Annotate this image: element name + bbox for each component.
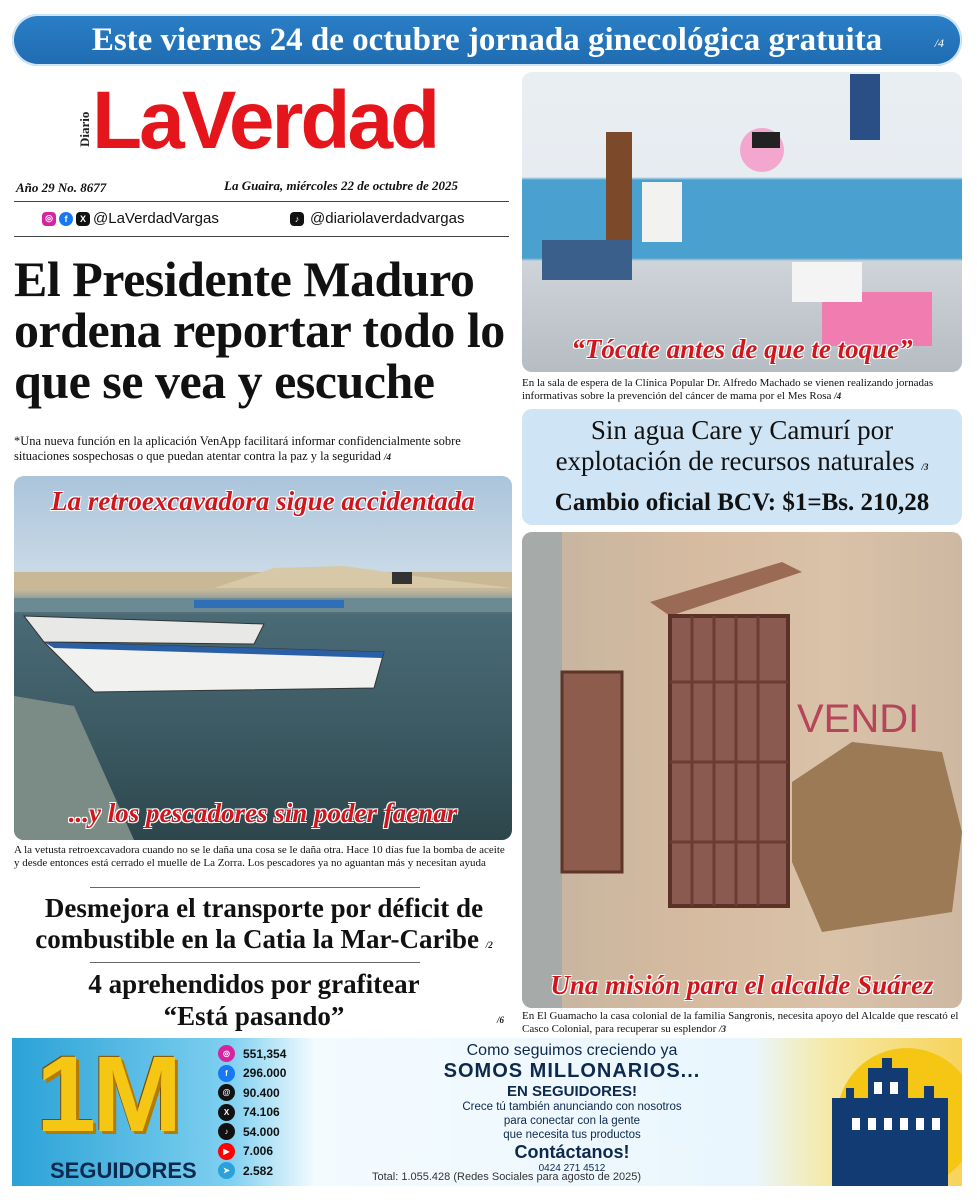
ad-line2: SOMOS MILLONARIOS...	[443, 1060, 701, 1082]
ad-stat-row	[218, 1122, 328, 1142]
ad-stat-value: 7.006	[243, 1144, 274, 1159]
ad-1m: 1M	[36, 1038, 179, 1154]
water-page-ref: /3	[921, 462, 929, 472]
ad-line4c: que necesita tus productos	[503, 1129, 641, 1141]
facebook-icon: f	[59, 212, 73, 226]
transport-divider-bottom	[90, 962, 420, 963]
boats-title-bottom: ...y los pescadores sin poder faenar	[68, 798, 458, 828]
instagram-icon: ◎	[218, 1045, 235, 1062]
arrests-headline[interactable]	[14, 968, 494, 1032]
tiktok-icon: ♪	[290, 212, 304, 226]
boats-photo[interactable]	[14, 476, 512, 840]
clinic-caption-text: En la sala de espera de la Clínica Popular Dr. Alfredo Machado se vienen realizando jornadas informativas sobre la prevención del cáncer de mama por el Mes Rosa	[522, 377, 934, 402]
telegram-icon: ➤	[218, 1162, 235, 1179]
ad-text	[342, 1042, 802, 1174]
facebook-icon: f	[218, 1065, 235, 1082]
water-headline-line1: Sin agua Care y Camurí por	[590, 415, 894, 445]
ad-stat-row	[218, 1161, 328, 1181]
clinic-page-ref: /4	[834, 391, 842, 401]
colonial-caption-text: En El Guamacho la casa colonial de la familia Sangronis, necesita apoyo del Alcalde que rescató el Casco Colonial, para recuperar su esplendor	[522, 1010, 959, 1035]
boats-caption: A la vetusta retroexcavadora cuando no se le daña una cosa se le daña otra. Hace 10 días fue la bomba de aceite y desde entonces está cerrado el muelle de La Zorra. Los pescadores ya no aguantan más y necesitan ayuda	[14, 844, 505, 869]
ad-stats-list	[218, 1044, 328, 1181]
arrests-line1: 4 aprehendidos por grafitear	[88, 969, 420, 999]
ad-seguidores: SEGUIDORES	[50, 1158, 197, 1183]
ad-stat-row	[218, 1064, 328, 1084]
ad-stat-value: 74.106	[243, 1105, 280, 1120]
ad-total: Total: 1.055.428 (Redes Sociales para agosto de 2025)	[372, 1171, 642, 1183]
dateline: La Guaira, miércoles 22 de octubre de 2025	[224, 178, 458, 193]
ad-stat-row	[218, 1044, 328, 1064]
water-headline-line2-text: explotación de recursos naturales	[555, 446, 915, 476]
water-news-box[interactable]	[522, 409, 962, 525]
transport-headline[interactable]	[14, 893, 514, 961]
x-icon: X	[76, 212, 90, 226]
youtube-icon: ▶	[218, 1143, 235, 1160]
ad-line4	[342, 1100, 802, 1142]
colonial-title: Una misión para el alcalde Suárez	[550, 970, 934, 1000]
transport-headline-text: Desmejora el transporte por déficit de combustible en la Catia la Mar-Caribe	[35, 893, 484, 954]
ad-stat-value: 296.000	[243, 1066, 287, 1081]
colonial-page-ref: /3	[719, 1024, 727, 1034]
issue-number: Año 29 No. 8677	[16, 180, 107, 195]
ad-contact[interactable]: Contáctanos!	[514, 1142, 630, 1162]
threads-icon: @	[218, 1084, 235, 1101]
water-headline-line2	[522, 446, 962, 483]
ad-line3: EN SEGUIDORES!	[506, 1083, 638, 1100]
ad-stat-value: 90.400	[243, 1085, 280, 1100]
ad-stat-row	[218, 1083, 328, 1103]
ad-stat-value: 551,354	[243, 1046, 287, 1061]
colonial-caption	[522, 1010, 962, 1036]
ad-phone: 0424 271 4512	[538, 1163, 606, 1174]
logo-diario: Diario	[77, 111, 92, 147]
clinic-caption	[522, 377, 962, 403]
transport-page-ref: /2	[485, 940, 493, 950]
newspaper-logo[interactable]: LaVerdad	[92, 75, 438, 166]
ad-stat-row	[218, 1103, 328, 1123]
social-handle-diariolaverdadvargas: @diariolaverdadvargas	[310, 210, 465, 227]
bcv-exchange-rate: Cambio oficial BCV: $1=Bs. 210,28	[554, 489, 930, 516]
wall-graffiti-text: VENDI	[797, 697, 920, 741]
lead-summary	[14, 434, 512, 465]
ad-line1: Como seguimos creciendo ya	[466, 1042, 678, 1059]
clinic-photo[interactable]	[522, 72, 962, 372]
social-handles-left[interactable]	[42, 210, 219, 227]
top-banner-text: Este viernes 24 de octubre jornada ginecológica gratuita	[91, 21, 883, 58]
clinic-title: “Tócate antes de que te toque”	[571, 334, 913, 364]
arrests-line2: “Está pasando”	[163, 1001, 345, 1031]
lead-headline[interactable]: El Presidente Maduro ordena reportar todo lo que se vea y escuche	[14, 251, 505, 409]
castle-icon	[812, 1038, 962, 1186]
boats-photo-illustration	[14, 476, 512, 840]
top-banner[interactable]	[12, 14, 962, 66]
colonial-photo-illustration	[522, 532, 962, 1008]
ad-line4a: Crece tú también anunciando con nosotros	[462, 1101, 682, 1113]
ad-stat-row	[218, 1142, 328, 1162]
transport-divider	[90, 887, 420, 888]
tiktok-icon: ♪	[218, 1123, 235, 1140]
lead-summary-text: *Una nueva función en la aplicación VenApp facilitará informar confidencialmente sobre situaciones sospechosas o que puedan atentar contra la paz y la seguridad	[14, 434, 461, 463]
instagram-icon: ◎	[42, 212, 56, 226]
masthead-divider-bottom	[14, 236, 509, 237]
top-banner-page-ref: /4	[934, 36, 944, 50]
social-handles-right[interactable]	[290, 210, 464, 227]
ad-stat-value: 54.000	[243, 1124, 280, 1139]
followers-ad[interactable]	[12, 1038, 962, 1186]
water-headline	[522, 415, 962, 483]
colonial-house-photo[interactable]	[522, 532, 962, 1008]
lead-page-ref: /4	[384, 452, 392, 462]
boats-title-top: La retroexcavadora sigue accidentada	[51, 486, 475, 516]
masthead	[14, 75, 509, 238]
ad-stat-value: 2.582	[243, 1163, 274, 1178]
x-icon: X	[218, 1104, 235, 1121]
clinic-photo-illustration	[522, 72, 962, 372]
arrests-page-ref: /6	[497, 1015, 505, 1025]
masthead-divider	[14, 201, 509, 202]
ad-line4b: para conectar con la gente	[503, 1115, 641, 1127]
social-handle-laverdadvargas: @LaVerdadVargas	[93, 210, 219, 227]
